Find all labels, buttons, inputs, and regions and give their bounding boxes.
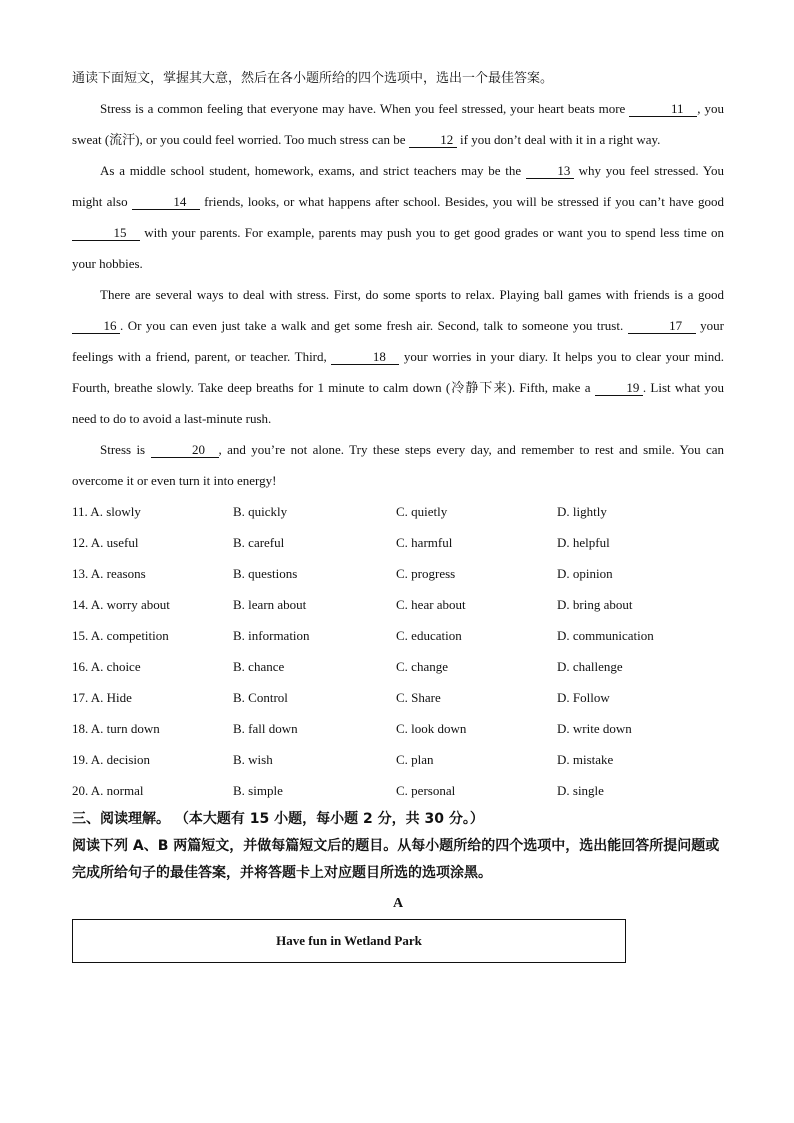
option-a[interactable]: 17. A. Hide [72,690,132,705]
option-d[interactable]: D. Follow [557,690,610,705]
option-a[interactable]: 20. A. normal [72,783,144,798]
option-c[interactable]: C. look down [396,721,467,736]
option-c[interactable]: C. education [396,628,462,643]
option-c[interactable]: C. hear about [396,597,466,612]
option-b[interactable]: B. careful [233,535,285,550]
option-d[interactable]: D. single [557,783,604,798]
option-b[interactable]: B. information [233,628,310,643]
option-b[interactable]: B. chance [233,659,285,674]
blank-16[interactable]: 16 [72,319,120,334]
options-list [72,496,724,806]
option-d[interactable]: D. communication [557,628,654,643]
blank-13[interactable]: 13 [526,164,574,179]
option-d[interactable]: D. lightly [557,504,607,519]
option-a[interactable]: 19. A. decision [72,752,150,767]
passage-paragraph-3: There are several ways to deal with stress. First, do some sports to relax. Playing ball games with friends is a good 16 . Or you can even just take a walk and get some fresh air. Second, talk to someone you trust. 17 your feelings with a friend, parent, or teacher. Third, 18 your worries in your diary. It helps you to clear your mind. Fourth, breathe slowly. Take deep breaths for 1 minute to calm down (冷静下来). Fifth, make a 19 . List what you need to do to avoid a last-minute rush. [72,287,725,426]
blank-14[interactable]: 14 [132,195,200,210]
cloze-instruction: 通读下面短文，掌握其大意，然后在各小题所给的四个选项中，选出一个最佳答案。 [72,70,554,85]
option-c[interactable]: C. plan [396,752,434,767]
option-c[interactable]: C. Share [396,690,441,705]
option-a[interactable]: 18. A. turn down [72,721,160,736]
option-row-17 [72,682,724,713]
option-c[interactable]: C. harmful [396,535,453,550]
blank-12[interactable]: 12 [409,133,457,148]
option-d[interactable]: D. write down [557,721,632,736]
option-d[interactable]: D. challenge [557,659,623,674]
option-d[interactable]: D. opinion [557,566,613,581]
option-b[interactable]: B. Control [233,690,288,705]
option-b[interactable]: B. fall down [233,721,298,736]
option-b[interactable]: B. questions [233,566,298,581]
option-d[interactable]: D. mistake [557,752,614,767]
option-c[interactable]: C. quietly [396,504,448,519]
option-row-19 [72,744,724,775]
option-row-15 [72,620,724,651]
option-a[interactable]: 15. A. competition [72,628,169,643]
option-a[interactable]: 11. A. slowly [72,504,141,519]
option-c[interactable]: C. personal [396,783,456,798]
option-b[interactable]: B. learn about [233,597,307,612]
passage-title-box [72,919,626,963]
blank-11[interactable]: 11 [629,102,697,117]
document-page [72,62,724,963]
option-a[interactable]: 16. A. choice [72,659,141,674]
blank-20[interactable]: 20 [151,443,219,458]
option-row-16 [72,651,724,682]
option-d[interactable]: D. helpful [557,535,610,550]
option-row-20 [72,775,724,806]
option-d[interactable]: D. bring about [557,597,633,612]
section-instruction: 阅读下列 A、B 两篇短文，并做每篇短文后的题目。从每小题所给的四个选项中，选出能回答所提问题或完成所给句子的最佳答案，并将答题卡上对应题目所选的选项涂黑。 [72,838,720,881]
blank-17[interactable]: 17 [628,319,696,334]
option-a[interactable]: 14. A. worry about [72,597,170,612]
passage-title: Have fun in Wetland Park [276,933,422,948]
option-row-11 [72,496,724,527]
blank-18[interactable]: 18 [331,350,399,365]
option-row-18 [72,713,724,744]
passage-paragraph-1: Stress is a common feeling that everyone may have. When you feel stressed, your heart beats more 11 , you sweat (流汗), or you could feel worried. Too much stress can be 12 if you don’t deal with it in a right way. [72,101,724,147]
option-b[interactable]: B. wish [233,752,273,767]
option-row-14 [72,589,724,620]
part-label: A [392,896,404,911]
option-c[interactable]: C. progress [396,566,456,581]
blank-15[interactable]: 15 [72,226,140,241]
passage-paragraph-2: As a middle school student, homework, exams, and strict teachers may be the 13 why you feel stressed. You might also 14 friends, looks, or what happens after school. Besides, you will be stressed if you can’t have good 15 with your parents. For example, parents may push you to get good grades or want you to spend less time on your hobbies. [72,163,724,271]
option-a[interactable]: 13. A. reasons [72,566,146,581]
blank-19[interactable]: 19 [595,381,643,396]
option-b[interactable]: B. simple [233,783,283,798]
option-row-12 [72,527,724,558]
passage-paragraph-4: Stress is 20 , and you’re not alone. Try these steps every day, and remember to rest and smile. You can overcome it or even turn it into energy! [72,442,724,488]
option-b[interactable]: B. quickly [233,504,288,519]
option-row-13 [72,558,724,589]
option-c[interactable]: C. change [396,659,448,674]
section-heading: 三、阅读理解。 （本大题有 15 小题，每小题 2 分，共 30 分。） [72,811,484,827]
option-a[interactable]: 12. A. useful [72,535,139,550]
